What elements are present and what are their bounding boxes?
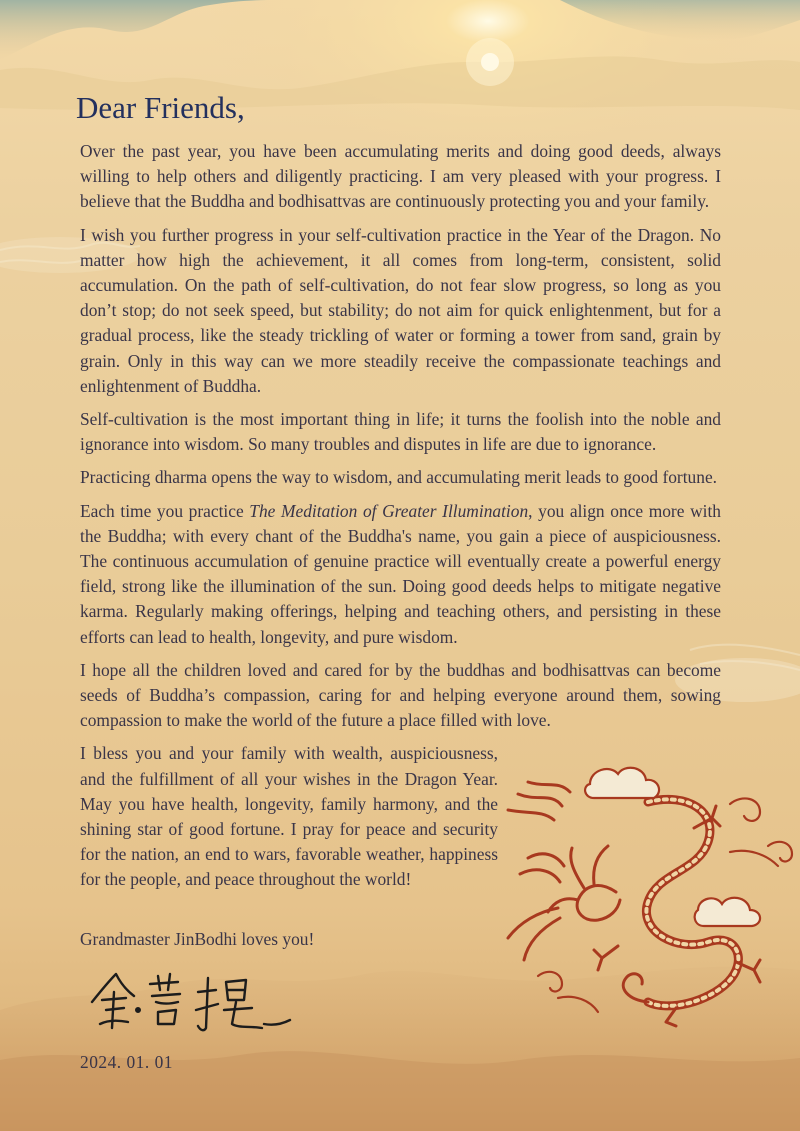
signature-icon (86, 962, 296, 1036)
paragraph-dragon-year: I wish you further progress in your self-cultivation practice in the Year of the Dragon. No matter how high the achievement, it all comes from long-term, consistent, solid accumulation. On the path of self-cultivation, do not fear slow progress, so long as you don’t stop; do not seek speed, but stability; do not aim for quick enlightenment, but for a gradual process, like the steady trickling of water or forming a tower from sand, grain by grain. Only in this way can we more steadily receive the compassionate teachings and enlightenment of Buddha. (80, 224, 721, 396)
meditation-intro: Each time you practice (80, 500, 250, 521)
sun-icon (466, 38, 514, 86)
blessing-block (80, 741, 498, 892)
paragraph-meditation (80, 499, 721, 650)
letter-greeting: Dear Friends, (76, 90, 245, 125)
paragraph-hope: I hope all the children loved and cared for by the buddhas and bodhisattvas can become seeds of Buddha’s compassion, caring for and helping everyone around them, sowing compassion to make the world of the future a place filled with love. (80, 659, 721, 731)
meditation-rest: , you align once more with the Buddha; with every chant of the Buddha's name, you gain a piece of auspiciousness. The continuous accumulation of genuine practice will eventually create a powerful energy field, strong like the illumination of the sun. Doing good deeds helps to mitigate negative karma. Regularly making offerings, helping and teaching others, and persisting in these efforts can lead to health, longevity, and pure wisdom. (80, 500, 721, 647)
paragraph-progress: Over the past year, you have been accumulating merits and doing good deeds, always willing to help others and diligently practicing. I am very pleased with your progress. I believe that the Buddha and bodhisattvas are continuously protecting you and your family. (80, 141, 721, 212)
paragraph-dharma: Practicing dharma opens the way to wisdom, and accumulating merit leads to good fortune. (80, 467, 718, 488)
paragraph-self-cultivation: Self-cultivation is the most important thing in life; it turns the foolish into the noble and ignorance into wisdom. So many troubles and disputes in life are due to ignorance. (80, 409, 721, 455)
cloud-icon (585, 768, 760, 926)
letter-closing: Grandmaster JinBodhi loves you! (80, 929, 315, 949)
meditation-title: The Meditation of Greater Illumination (249, 500, 529, 521)
letter-date: 2024. 01. 01 (80, 1052, 173, 1072)
dragon-icon (498, 762, 800, 1030)
paragraph-blessing: I bless you and your family with wealth, auspiciousness, and the fulfillment of all your wishes in the Dragon Year. May you have health, longevity, family harmony, and the shining star of good fortune. I pray for peace and security for the nation, an end to wars, favorable weather, happiness for the people, and peace throughout the world! (80, 743, 498, 890)
